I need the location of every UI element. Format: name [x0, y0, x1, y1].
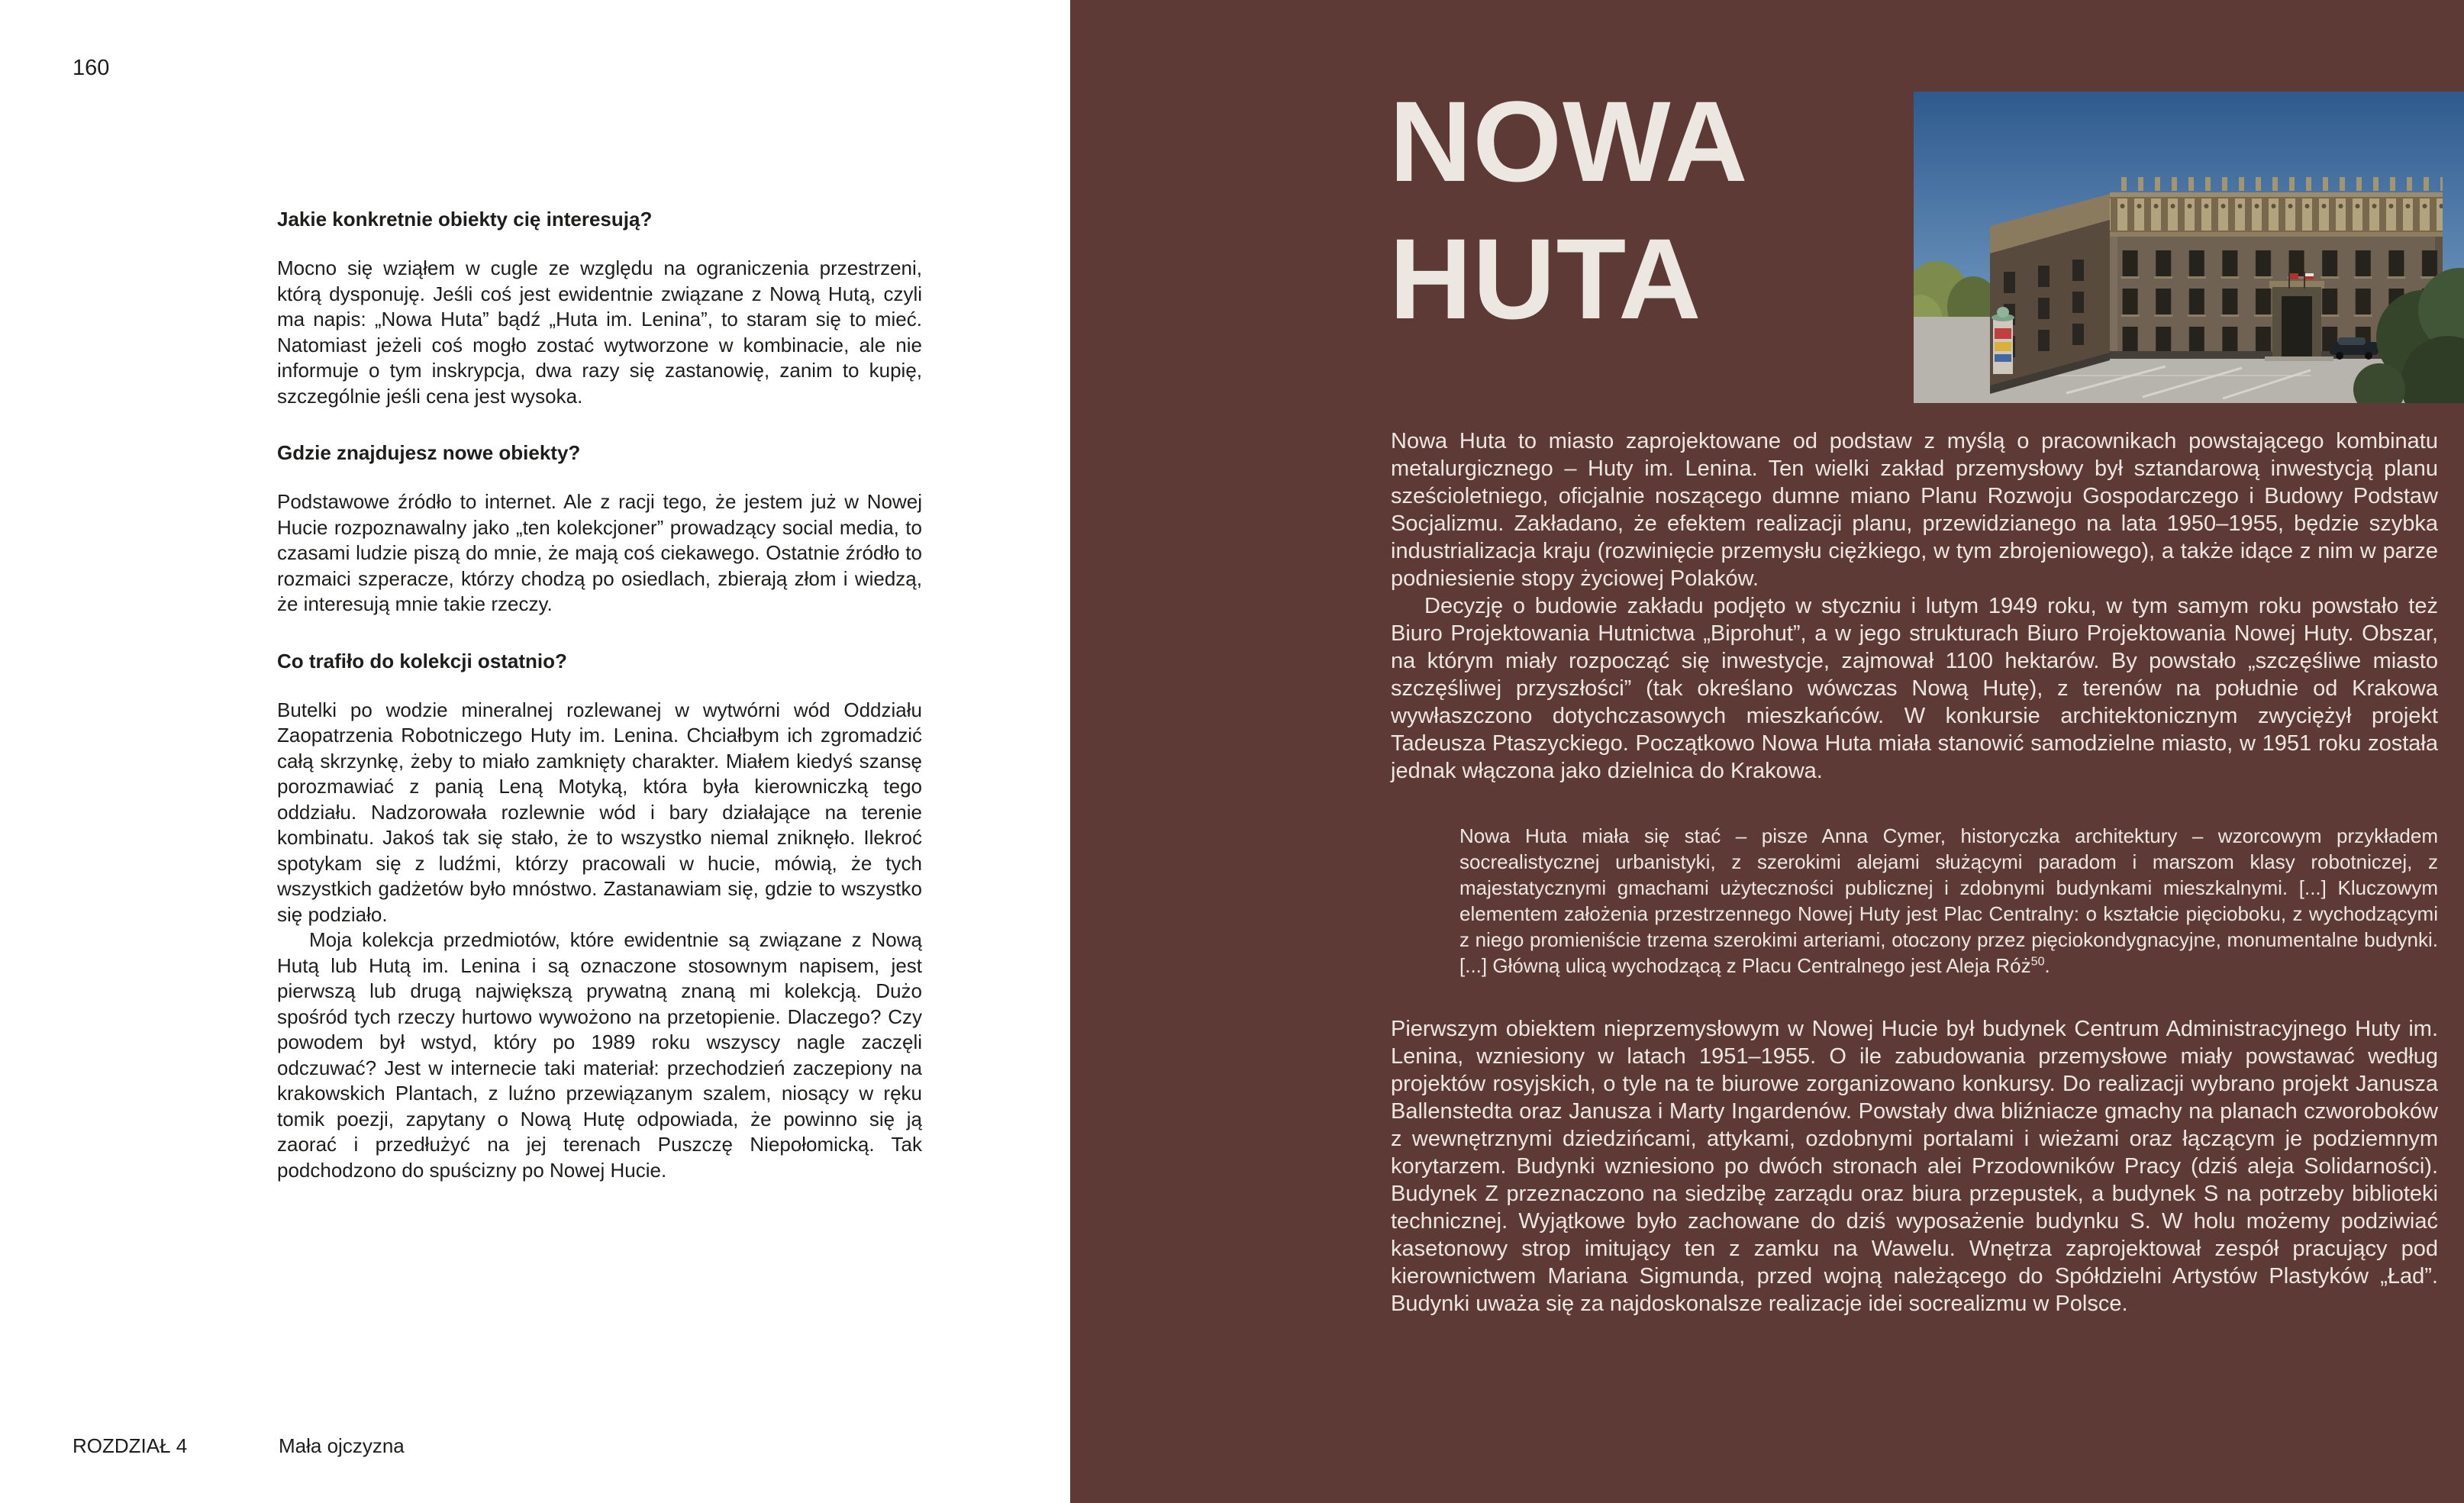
interview-section	[277, 206, 922, 409]
interview-column	[277, 206, 922, 1183]
answer-paragraph: Podstawowe źródło to internet. Ale z racji tego, że jestem już w Nowej Hucie rozpoznawalny jako „ten kolekcjoner” prowadzący social media, to czasami ludzie piszą do mnie, że mają coś ciekawego. Ostatnie źródło to rozmaici szperacze, którzy chodzą po osiedlach, zbierają złom i wiedzą, że interesują mnie takie rzeczy.	[277, 490, 922, 615]
question-heading: Co trafiło do kolekcji ostatnio?	[277, 649, 567, 672]
page-left	[0, 0, 1070, 1503]
footer-chapter: ROZDZIAŁ 4	[73, 1434, 188, 1457]
photo-ad-column	[1992, 307, 2014, 374]
answer-paragraph: Mocno się wziąłem w cugle ze względu na ograniczenia przestrzeni, którą dysponuję. Jeśli coś jest ewidentnie związane z Nową Hutą, czyli ma napis: „Nowa Huta” bądź „Huta im. Lenina”, to staram się to mieć. Natomiast jeżeli coś mogło zostać wytworzone w kombinacie, ale nie informuje o tym inskrypcja, dwa razy się zastanowię, zanim to kupię, szczególnie jeśli cena jest wysoka.	[277, 256, 922, 408]
title-line-2: HUTA	[1389, 214, 1702, 343]
footer-book-title: Mała ojczyzna	[279, 1434, 405, 1457]
chapter-body	[1391, 427, 2438, 1318]
page-number: 160	[73, 56, 110, 80]
question-heading: Gdzie znajdujesz nowe obiekty?	[277, 441, 581, 464]
quote-block	[1459, 823, 2438, 979]
quote-text: Nowa Huta miała się stać – pisze Anna Cymer, historyczka architektury – wzorcowym przykładem socrealistycznej urbanistyki, z szerokimi alejami służącymi paradom i marszom klasy robotniczej, z majestatycznymi gmachami użyteczności publicznej i zdobnymi budynkami mieszkalnymi. [...] Kluczowym elementem założenia przestrzennego Nowej Huty jest Plac Centralny: o kształcie pięcioboku, z wychodzącymi z niego promieniście trzema szerokimi arteriami, otoczony przez pięciokondygnacyjne, monumentalne budynki. [...] Główną ulicą wychodzącą z Placu Centralnego jest Aleja Róż	[1459, 824, 2438, 977]
intro-paragraph: Nowa Huta to miasto zaprojektowane od podstaw z myślą o pracownikach powstającego kombinatu metalurgicznego – Huty im. Lenina. Ten wielki zakład przemysłowy był sztandarową inwestycją planu sześcioletniego, oficjalnie noszącego dumne miano Planu Rozwoju Gospodarczego i Budowy Podstaw Socjalizmu. Zakładano, że efektem realizacji planu, przewidzianego na lata 1950–1955, będzie szybka industrializacja kraju (rozwinięcie przemysłu ciężkiego, w tym zbrojeniowego), a także idące z nim w parze podniesienie stopy życiowej Polaków.	[1391, 429, 2438, 591]
title-line-1: NOWA	[1389, 77, 1749, 205]
answer-paragraph-continued: Moja kolekcja przedmiotów, które ewidentnie są związane z Nową Hutą lub Hutą im. Lenina i są oznaczone stosownym napisem, jest pierwszą lub drugą największą prywatną znaną mi kolekcją. Dużo spośród tych rzeczy hurtowo wywożono na przetopienie. Dlaczego? Czy powodem był wstyd, który po 1989 roku wszyscy nagle zaczęli odczuwać? Jest w internecie taki materiał: przechodzień zaczepiony na krakowskich Plantach, z luźno przewiązanym szalem, niosący w ręku tomik poezji, zapytany o Nową Hutę odpowiada, że powinno się ją zaorać i przedłużyć na jej terenach Puszczę Niepołomicką. Tak podchodzono do spuścizny po Nowej Hucie.	[277, 928, 922, 1182]
interview-section	[277, 648, 922, 1184]
architecture-paragraph: Pierwszym obiektem nieprzemysłowym w Nowej Hucie był budynek Centrum Administracyjnego Huty im. Lenina, wzniesiony w latach 1951–1955. O ile zabudowania przemysłowe miały powstawać według projektów rosyjskich, o tyle na te biurowe zorganizowano konkursy. Do realizacji wybrano projekt Janusza Ballenstedta oraz Janusza i Marty Ingardenów. Powstały dwa bliźniacze gmachy na planach czworoboków z wewnętrznymi dziedzińcami, attykami, ozdobnymi portalami i wieżami oraz łączącym je podziemnym korytarzem. Budynki wzniesiono po dwóch stronach alei Przodowników Pracy (dziś aleja Solidarności). Budynek Z przeznaczono na siedzibę zarządu oraz biura przepustek, a budynek S na potrzeby biblioteki technicznej. Wyjątkowe było zachowane do dziś wyposażenie budynku S. W holu możemy podziwiać kasetonowy strop imitujący ten z zamku na Wawelu. Wnętrza zaprojektował zespół pracujący pod kierownictwem Mariana Sigmunda, przed wojną należącego do Spółdzielni Artystów Plastyków „Ład”. Budynki uważa się za najdoskonalsze realizacje idei socrealizmu w Polsce.	[1391, 1017, 2438, 1316]
question-heading: Jakie konkretnie obiekty cię interesują?	[277, 208, 653, 231]
chapter-title	[1389, 73, 1749, 347]
building-photo	[1914, 92, 2464, 403]
history-paragraph: Decyzję o budowie zakładu podjęto w styczniu i lutym 1949 roku, w tym samym roku powstało też Biuro Projektowania Hutnictwa „Biprohut”, a w jego strukturach Biuro Projektowania Nowej Huty. Obszar, na którym miały rozpocząć się inwestycje, zajmował 1100 hektarów. By powstało „szczęśliwe miasto szczęśliwej przyszłości” (tak określano wówczas Nową Hutę), z terenów na południe od Krakowa wywłaszczono dotychczasowych mieszkańców. W konkursie architektonicznym zwyciężył projekt Tadeusza Ptaszyckiego. Początkowo Nowa Huta miała stanowić samodzielne miasto, w 1951 roku została jednak włączona jako dzielnica do Krakowa.	[1391, 594, 2438, 783]
photo-attic-colonnade	[2110, 197, 2443, 232]
answer-paragraph: Butelki po wodzie mineralnej rozlewanej w wytwórni wód Oddziału Zaopatrzenia Robotniczego Huty im. Lenina. Chciałbym ich zgromadzić całą skrzynkę, żeby to miało zamknięty charakter. Miałem kiedyś szansę porozmawiać z panią Leną Motyką, która była kierowniczką tego oddziału. Nadzorowała rozlewnie wód i bary działające na terenie kombinatu. Jakoś tak się stało, że to wszystko niemal zniknęło. Ilekroć spotykam się z ludźmi, którzy pracowali w hucie, mówią, że tych wszystkich gadżetów było mnóstwo. Zastanawiam się, gdzie to wszystko się podziało.	[277, 698, 922, 926]
footnote-ref: 50	[2030, 954, 2045, 969]
interview-section	[277, 440, 922, 618]
quote-suffix: .	[2044, 954, 2050, 977]
page-right	[1070, 0, 2464, 1503]
